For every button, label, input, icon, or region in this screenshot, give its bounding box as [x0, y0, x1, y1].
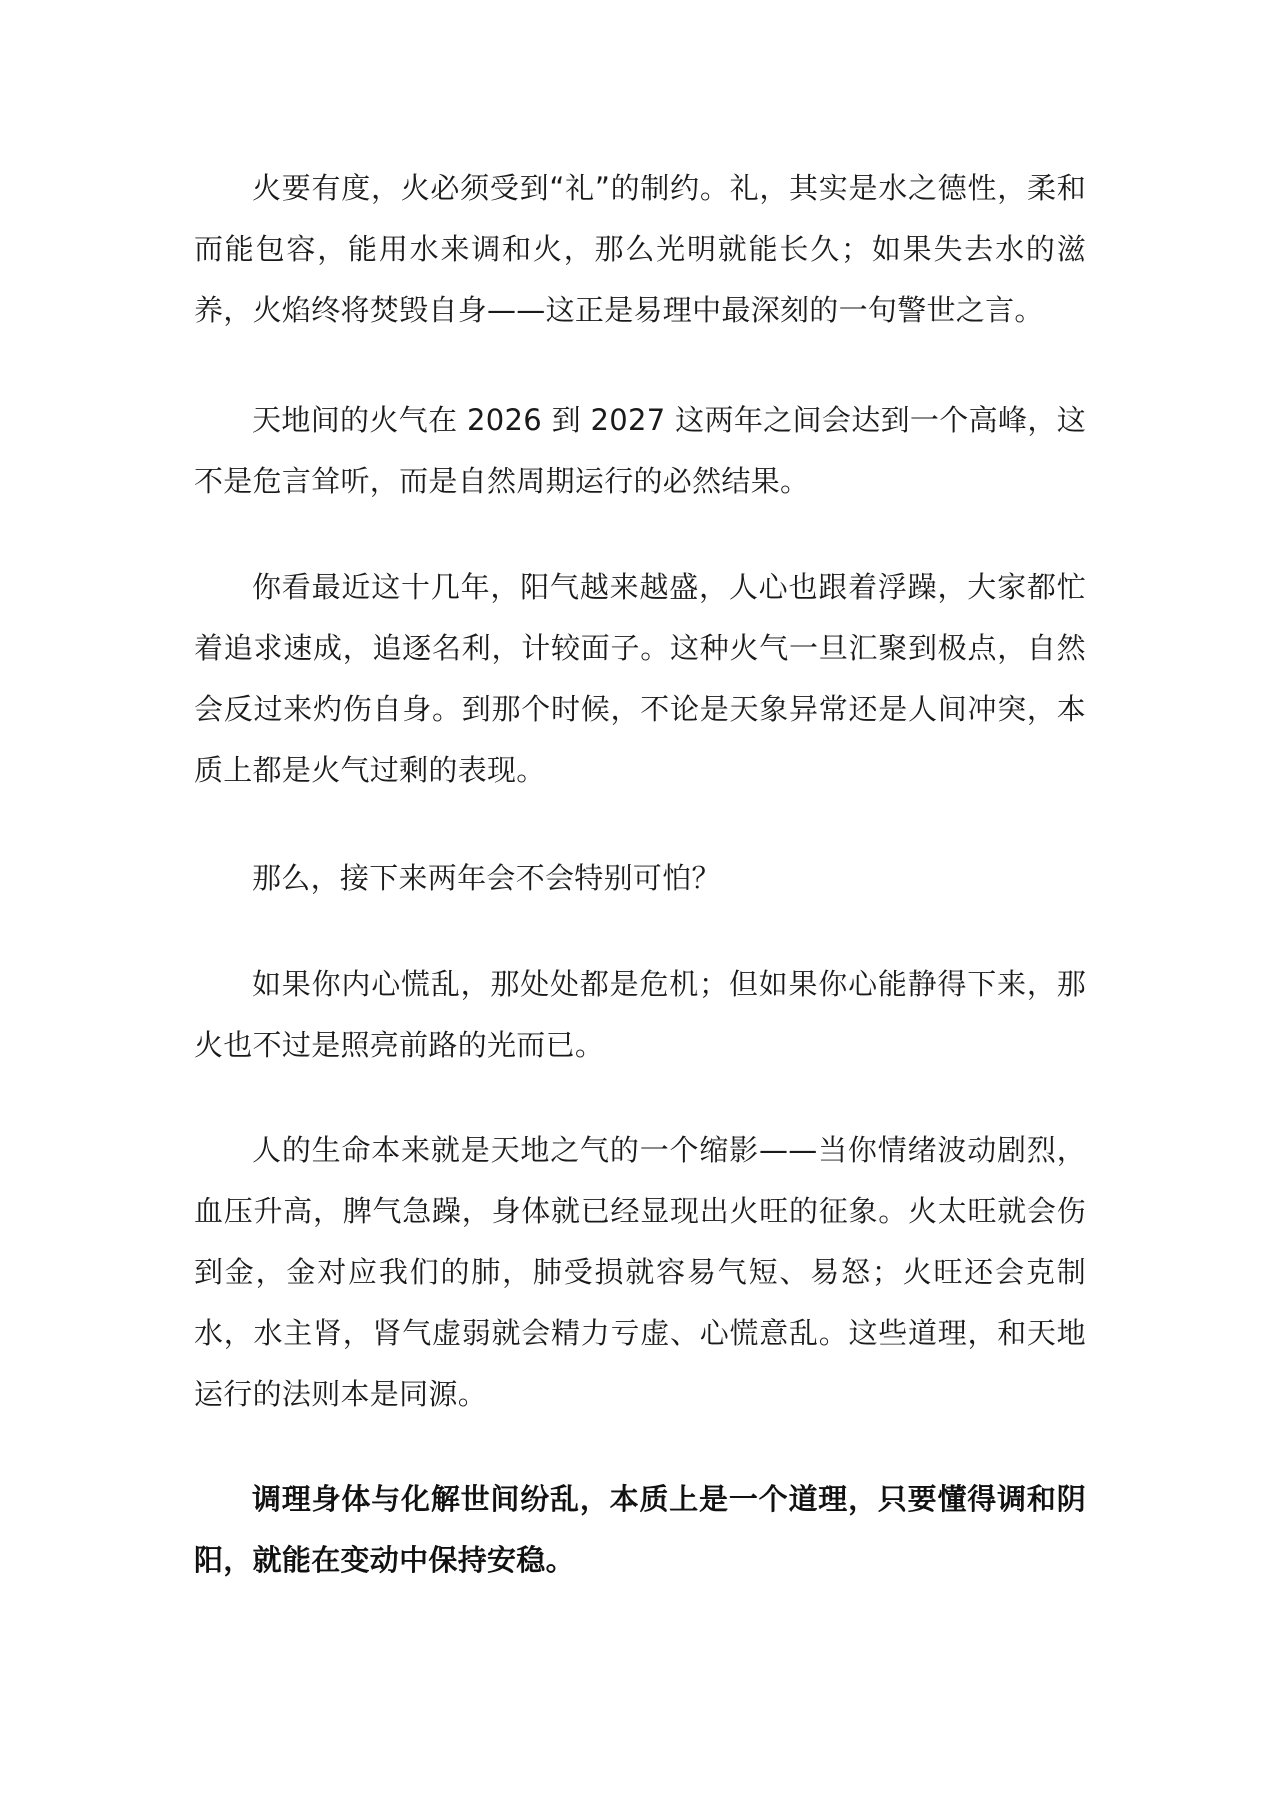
paragraph-recent-decade: 你看最近这十几年，阳气越来越盛，人心也跟着浮躁，大家都忙着追求速成，追逐名利，计较面子。这种火气一旦汇聚到极点，自然会反过来灼伤自身。到那个时候，不论是天象异常还是人间冲突，本质上都是火气过剩的表现。: [194, 570, 1086, 787]
paragraph-question: 那么，接下来两年会不会特别可怕？: [252, 861, 721, 895]
paragraph-conclusion: 调理身体与化解世间纷乱，本质上是一个道理，只要懂得调和阴阳，就能在变动中保持安稳。: [194, 1482, 1086, 1577]
paragraph-calm-mind: 如果你内心慌乱，那处处都是危机；但如果你心能静得下来，那火也不过是照亮前路的光而已。: [194, 967, 1086, 1062]
paragraph-fire-and-ritual: 火要有度，火必须受到“礼”的制约。礼，其实是水之德性，柔和而能包容，能用水来调和火，那么光明就能长久；如果失去水的滋养，火焰终将焚毁自身——这正是易理中最深刻的一句警世之言。: [194, 171, 1086, 327]
paragraph-fire-peak-years: 天地间的火气在 2026 到 2027 这两年之间会达到一个高峰，这不是危言耸听，而是自然周期运行的必然结果。: [194, 403, 1086, 498]
paragraph-body-microcosm: 人的生命本来就是天地之气的一个缩影——当你情绪波动剧烈，血压升高，脾气急躁，身体就已经显现出火旺的征象。火太旺就会伤到金，金对应我们的肺，肺受损就容易气短、易怒；火旺还会克制水，水主肾，肾气虚弱就会精力亏虚、心慌意乱。这些道理，和天地运行的法则本是同源。: [194, 1133, 1086, 1411]
